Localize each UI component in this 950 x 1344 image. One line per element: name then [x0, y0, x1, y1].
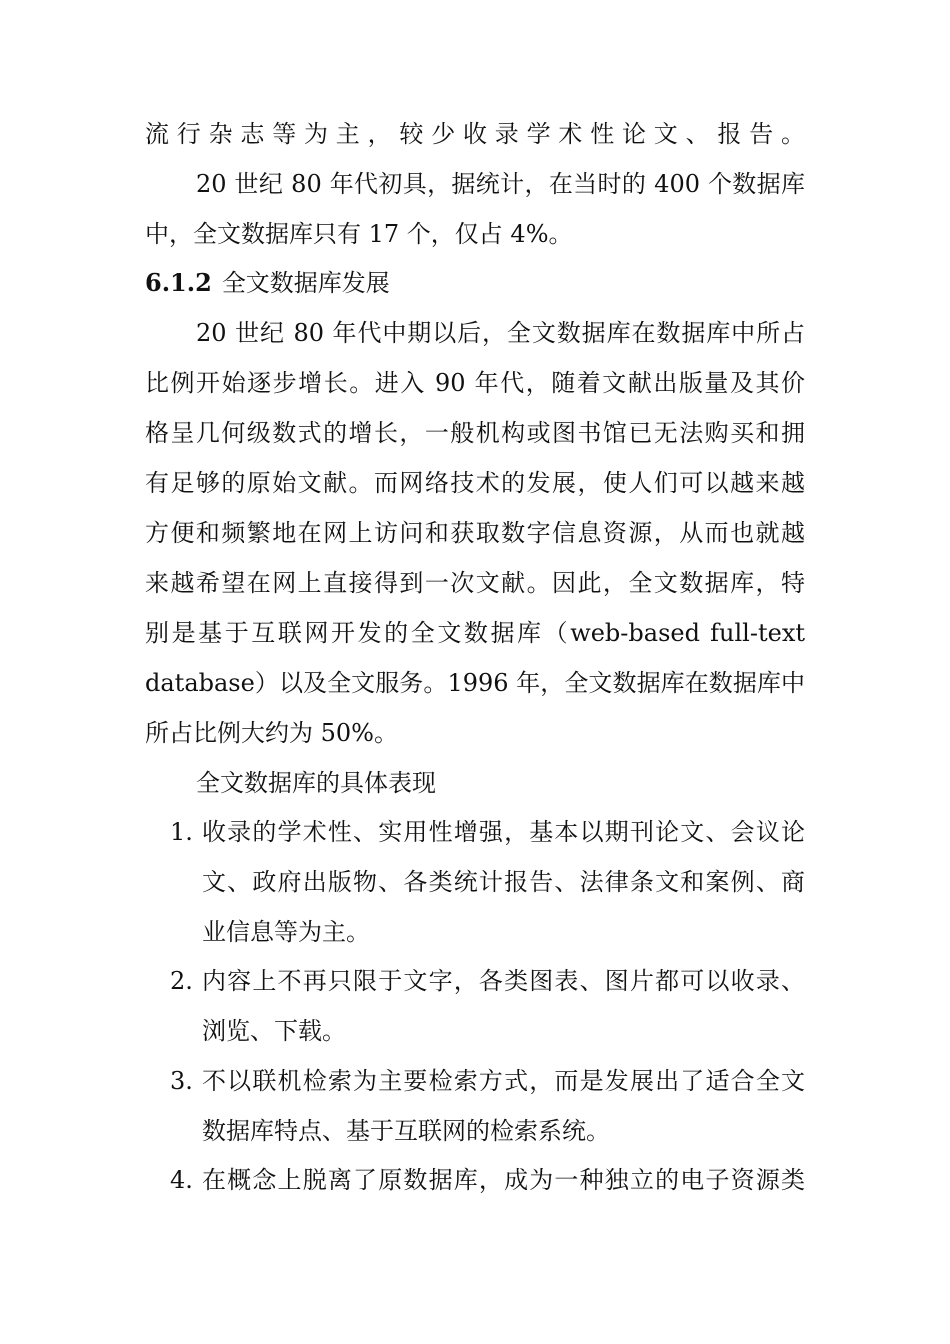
section-number: 6.1.2	[145, 268, 212, 297]
list-item-line: 文、政府出版物、各类统计报告、法律条文和案例、商	[202, 868, 805, 896]
text-line: 流行杂志等为主，较少收录学术性论文、报告。	[145, 120, 805, 148]
text-line: 中，全文数据库只有 17 个，仅占 4%。	[145, 220, 573, 248]
paragraph-line: 20 世纪 80 年代中期以后，全文数据库在数据库中所占	[196, 319, 805, 347]
list-item-line: 内容上不再只限于文字，各类图表、图片都可以收录、	[202, 967, 805, 995]
list-item-number: 4.	[170, 1166, 193, 1194]
list-item-line: 浏览、下载。	[202, 1017, 346, 1045]
paragraph-line: 别是基于互联网开发的全文数据库（web-based full-text	[145, 619, 805, 647]
paragraph-line: 有足够的原始文献。而网络技术的发展，使人们可以越来越	[145, 469, 805, 497]
paragraph-line: 所占比例大约为 50%。	[145, 719, 398, 747]
paragraph-line: 方便和频繁地在网上访问和获取数字信息资源，从而也就越	[145, 519, 805, 547]
list-item-number: 3.	[170, 1067, 193, 1095]
list-item-number: 2.	[170, 967, 193, 995]
section-heading	[145, 266, 805, 300]
list-intro: 全文数据库的具体表现	[196, 769, 436, 797]
list-item-line: 业信息等为主。	[202, 918, 370, 946]
section-title: 全文数据库发展	[221, 269, 390, 297]
paragraph-line: 格呈几何级数式的增长，一般机构或图书馆已无法购买和拥	[145, 419, 805, 447]
list-item-number: 1.	[170, 818, 193, 846]
list-item-line: 数据库特点、基于互联网的检索系统。	[202, 1117, 610, 1145]
list-item-line: 收录的学术性、实用性增强，基本以期刊论文、会议论	[202, 818, 805, 846]
paragraph-line: database）以及全文服务。1996 年，全文数据库在数据库中	[145, 669, 805, 697]
paragraph-line: 比例开始逐步增长。进入 90 年代，随着文献出版量及其价	[145, 369, 805, 397]
text-line: 20 世纪 80 年代初具，据统计，在当时的 400 个数据库	[196, 170, 805, 198]
paragraph-line: 来越希望在网上直接得到一次文献。因此，全文数据库，特	[145, 569, 805, 597]
list-item-line: 在概念上脱离了原数据库，成为一种独立的电子资源类	[202, 1166, 805, 1194]
list-item-line: 不以联机检索为主要检索方式，而是发展出了适合全文	[202, 1067, 805, 1095]
